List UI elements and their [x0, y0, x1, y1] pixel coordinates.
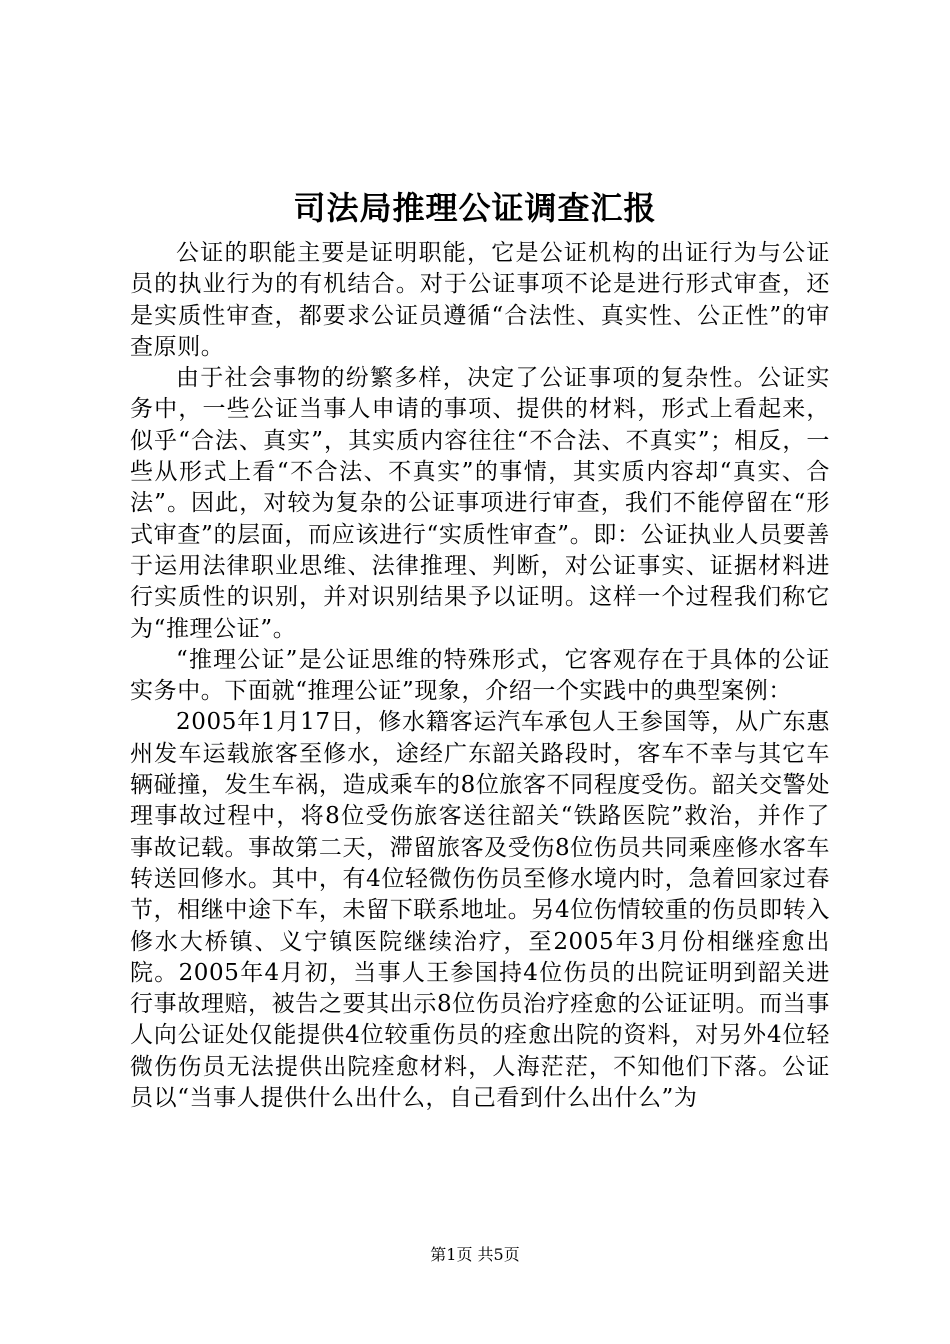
paragraph-3: “推理公证”是公证思维的特殊形式，它客观存在于具体的公证实务中。下面就“推理公证”现象，介绍一个实践中的典型案例：: [130, 646, 830, 705]
page-number: 第1页 共5页: [430, 1245, 520, 1264]
page-footer: [0, 1244, 950, 1266]
document-title: 司法局推理公证调查汇报: [293, 189, 657, 227]
paragraph-2: 由于社会事物的纷繁多样，决定了公证事项的复杂性。公证实务中，一些公证当事人申请的事项、提供的材料，形式上看起来，似乎“合法、真实”，其实质内容往往“不合法、不真实”；相反，一些从形式上看“不合法、不真实”的事情，其实质内容却“真实、合法”。因此，对较为复杂的公证事项进行审查，我们不能停留在“形式审查”的层面，而应该进行“实质性审查”。即：公证执业人员要善于运用法律职业思维、法律推理、判断，对公证事实、证据材料进行实质性的识别，并对识别结果予以证明。这样一个过程我们称它为“推理公证”。: [130, 365, 830, 642]
document-body: [130, 238, 830, 1114]
paragraph-4: 2005年1月17日，修水籍客运汽车承包人王参国等，从广东惠州发车运载旅客至修水，途经广东韶关路段时，客车不幸与其它车辆碰撞，发生车祸，造成乘车的8位旅客不同程度受伤。韶关交警处理事故过程中，将8位受伤旅客送往韶关“铁路医院”救治，并作了事故记载。事故第二天，滞留旅客及受伤8位伤员共同乘座修水客车转送回修水。其中，有4位轻微伤伤员至修水境内时，急着回家过春节，相继中途下车，未留下联系地址。另4位伤情较重的伤员即转入修水大桥镇、义宁镇医院继续治疗，至2005年3月份相继痊愈出院。2005年4月初，当事人王参国持4位伤员的出院证明到韶关进行事故理赔，被告之要其出示8位伤员治疗痊愈的公证证明。而当事人向公证处仅能提供4位较重伤员的痊愈出院的资料，对另外4位轻微伤伤员无法提供出院痊愈材料，人海茫茫，不知他们下落。公证员以“当事人提供什么出什么，自己看到什么出什么”为: [130, 709, 830, 1112]
paragraph-1: 公证的职能主要是证明职能，它是公证机构的出证行为与公证员的执业行为的有机结合。对于公证事项不论是进行形式审查，还是实质性审查，都要求公证员遵循“合法性、真实性、公正性”的审查原则。: [130, 240, 830, 360]
